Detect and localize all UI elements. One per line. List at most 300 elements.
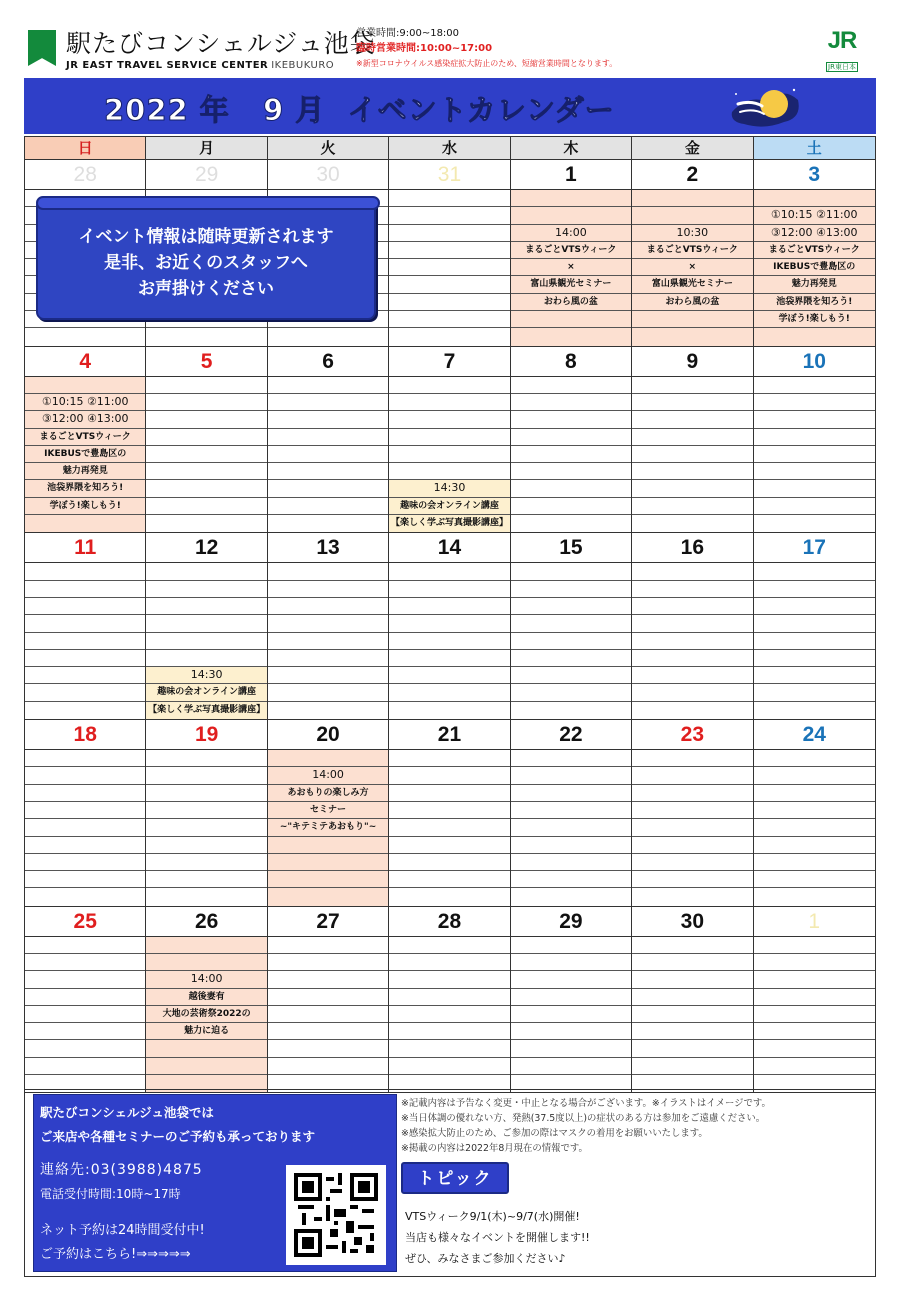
empty-line [511,207,631,224]
empty-line [389,276,509,293]
empty-line [511,702,631,719]
empty-line [389,888,509,905]
empty-line [268,750,388,767]
empty-line [389,819,509,836]
empty-line [389,684,509,701]
empty-line [389,954,509,971]
day-number: 29 [511,907,631,937]
empty-line [511,989,631,1006]
empty-line [632,328,752,345]
empty-line [146,871,266,888]
empty-line [632,785,752,802]
empty-line [632,498,752,515]
day-cell [632,720,753,906]
empty-line [632,446,752,463]
empty-line [268,498,388,515]
empty-line [511,411,631,428]
empty-line [511,311,631,328]
empty-line [268,888,388,905]
weekday-sun: 日 [25,137,146,159]
event-line: 魅力再発見 [25,463,145,480]
header [24,22,876,78]
empty-line [754,971,875,988]
empty-line [146,615,266,632]
empty-line [25,633,145,650]
empty-line [511,650,631,667]
empty-line [632,954,752,971]
empty-line [511,767,631,784]
empty-line [268,667,388,684]
empty-line [754,498,875,515]
empty-line [511,819,631,836]
empty-line [511,1023,631,1040]
calendar-week [25,907,875,1094]
empty-line [632,1058,752,1075]
empty-line [146,598,266,615]
empty-line [511,802,631,819]
notice-scroll-top [36,196,380,210]
event-line: ①10:15 ②11:00 [25,394,145,411]
note-line: ※感染拡大防止のため、ご参加の際はマスクの着用をお願いいたします。 [401,1128,708,1139]
topic-line-3: ぜひ、みなさまご参加ください♪ [405,1252,566,1265]
empty-line [754,750,875,767]
event-line: IKEBUSで豊島区の [25,446,145,463]
empty-line [754,684,875,701]
empty-line [754,837,875,854]
day-cell [146,720,267,906]
empty-line [268,650,388,667]
empty-line [389,377,509,394]
day-cell [511,907,632,1093]
empty-line [632,480,752,497]
day-number: 31 [389,160,509,190]
empty-line [268,971,388,988]
weekday-thu: 木 [511,137,632,159]
hours-note: ※新型コロナウイルス感染症拡大防止のため、短縮営業時間となります。 [356,59,618,68]
day-number: 20 [268,720,388,750]
day-number: 17 [754,533,875,563]
event-line: 学ぼう!楽しもう! [754,311,875,328]
empty-line [25,702,145,719]
empty-line [389,1058,509,1075]
empty-line [25,802,145,819]
empty-line [389,294,509,311]
empty-line [632,394,752,411]
empty-line [146,750,266,767]
empty-line [754,581,875,598]
day-number: 1 [511,160,631,190]
day-number: 2 [632,160,752,190]
event-line: 魅力再発見 [754,276,875,293]
empty-line [511,429,631,446]
day-cell [389,347,510,533]
event-line: まるごとVTSウィーク [754,242,875,259]
day-number: 13 [268,533,388,563]
topic-line-2: 当店も様々なイベントを開催します!! [405,1231,590,1244]
empty-line [754,446,875,463]
note-line: ※掲載の内容は2022年8月現在の情報です。 [401,1143,588,1154]
event-line: ~"キテミテあおもり"~ [268,819,388,836]
day-cell [754,907,875,1093]
day-number: 29 [146,160,266,190]
day-number: 11 [25,533,145,563]
day-number: 14 [389,533,509,563]
day-number: 26 [146,907,266,937]
empty-line [268,954,388,971]
event-line: 趣味の会オンライン講座 [146,684,266,701]
day-cell [754,533,875,719]
event-line: おわら風の盆 [632,294,752,311]
empty-line [268,871,388,888]
notice-line-3: お声掛けください [138,279,274,299]
empty-line [511,480,631,497]
empty-line [511,563,631,580]
empty-line [754,989,875,1006]
normal-hours: 営業時間:9:00~18:00 [356,28,460,39]
brand-name-english-sub: IKEBUKURO [271,60,335,71]
empty-line [389,767,509,784]
day-cell [25,533,146,719]
empty-line [268,394,388,411]
empty-line [754,190,875,207]
empty-line [25,650,145,667]
day-cell [511,533,632,719]
day-number: 24 [754,720,875,750]
empty-line [754,615,875,632]
event-line: 大地の芸術祭2022の [146,1006,266,1023]
event-line: セミナー [268,802,388,819]
day-cell [511,720,632,906]
empty-line [25,989,145,1006]
topic-badge: トピック [401,1162,509,1194]
empty-line [511,615,631,632]
day-number: 10 [754,347,875,377]
day-cell [511,347,632,533]
day-cell [632,533,753,719]
empty-line [146,954,266,971]
empty-line [389,328,509,345]
brand-logo-mark [28,30,56,66]
empty-line [25,328,145,345]
empty-line [268,328,388,345]
calendar-week [25,533,875,720]
empty-line [389,650,509,667]
empty-line [25,750,145,767]
empty-line [268,563,388,580]
empty-line [146,802,266,819]
empty-line [389,311,509,328]
empty-line [389,750,509,767]
empty-line [511,498,631,515]
day-number: 6 [268,347,388,377]
day-number: 12 [146,533,266,563]
empty-line [754,888,875,905]
event-line: 魅力に迫る [146,1023,266,1040]
empty-line [632,311,752,328]
empty-line [754,785,875,802]
empty-line [389,989,509,1006]
empty-line [754,1040,875,1057]
empty-line [25,563,145,580]
day-cell [146,907,267,1093]
empty-line [754,854,875,871]
day-cell [268,533,389,719]
day-number: 30 [632,907,752,937]
empty-line [511,1040,631,1057]
day-number: 18 [25,720,145,750]
day-number: 1 [754,907,875,937]
empty-line [754,411,875,428]
day-number: 27 [268,907,388,937]
empty-line [268,1006,388,1023]
empty-line [632,411,752,428]
day-cell [632,347,753,533]
day-number: 16 [632,533,752,563]
empty-line [25,581,145,598]
day-number: 25 [25,907,145,937]
empty-line [146,854,266,871]
weekday-fri: 金 [632,137,753,159]
online-booking-note: ネット予約は24時間受付中! [40,1223,205,1238]
event-line: 越後妻有 [146,989,266,1006]
day-number: 3 [754,160,875,190]
weekday-sat: 土 [754,137,875,159]
day-cell [25,720,146,906]
empty-line [754,871,875,888]
empty-line [511,854,631,871]
empty-line [389,785,509,802]
empty-line [389,615,509,632]
notice-line-2: 是非、お近くのスタッフへ [104,253,308,273]
event-line: まるごとVTSウィーク [511,242,631,259]
day-number: 28 [389,907,509,937]
empty-line [389,190,509,207]
topic-text [405,1206,590,1269]
empty-line [268,702,388,719]
day-cell [754,160,875,346]
booking-link[interactable]: ご予約はこちら!⇒⇒⇒⇒⇒ [40,1247,191,1262]
day-cell [389,533,510,719]
empty-line [389,837,509,854]
empty-line [632,750,752,767]
temporary-hours: 臨時営業時間:10:00~17:00 [356,43,493,54]
empty-line [511,190,631,207]
day-cell [25,347,146,533]
empty-line [511,785,631,802]
event-line: ①10:15 ②11:00 [754,207,875,224]
empty-line [25,1023,145,1040]
empty-line [632,684,752,701]
empty-line [389,446,509,463]
empty-line [25,615,145,632]
empty-line [754,937,875,954]
day-number: 9 [632,347,752,377]
empty-line [511,937,631,954]
empty-line [146,394,266,411]
day-number: 8 [511,347,631,377]
empty-line [632,971,752,988]
phone-number[interactable]: 連絡先:03(3988)4875 [40,1162,203,1178]
event-line: × [632,259,752,276]
empty-line [146,888,266,905]
empty-line [389,1023,509,1040]
event-line: × [511,259,631,276]
booking-panel [33,1094,397,1272]
day-cell [146,347,267,533]
day-cell [632,160,753,346]
day-number: 5 [146,347,266,377]
empty-line [268,429,388,446]
empty-line [632,937,752,954]
empty-line [754,667,875,684]
empty-line [511,684,631,701]
empty-line [632,667,752,684]
event-line: 学ぼう!楽しもう! [25,498,145,515]
empty-line [754,1006,875,1023]
empty-line [511,633,631,650]
empty-line [632,819,752,836]
empty-line [389,463,509,480]
empty-line [146,1058,266,1075]
empty-line [25,854,145,871]
event-line: おわら風の盆 [511,294,631,311]
moon-illustration [728,82,802,130]
empty-line [754,1058,875,1075]
empty-line [146,819,266,836]
empty-line [632,190,752,207]
day-number: 23 [632,720,752,750]
calendar-week [25,720,875,907]
empty-line [268,1058,388,1075]
empty-line [632,702,752,719]
event-line: 池袋界隈を知ろう! [754,294,875,311]
empty-line [632,377,752,394]
qr-code[interactable] [286,1165,386,1265]
empty-line [754,515,875,532]
empty-line [146,563,266,580]
day-cell [389,720,510,906]
empty-line [511,837,631,854]
day-cell [268,347,389,533]
empty-line [511,581,631,598]
empty-line [632,837,752,854]
day-number: 19 [146,720,266,750]
empty-line [25,767,145,784]
event-line: 【楽しく学ぶ写真撮影講座】 [146,702,266,719]
empty-line [511,515,631,532]
empty-line [268,480,388,497]
empty-line [268,581,388,598]
brand-name-english-main: JR EAST TRAVEL SERVICE CENTER [66,60,269,71]
weekday-wed: 水 [389,137,510,159]
empty-line [754,650,875,667]
empty-line [389,225,509,242]
empty-line [754,429,875,446]
empty-line [511,750,631,767]
calendar-week [25,347,875,534]
empty-line [25,377,145,394]
empty-line [389,854,509,871]
weekday-header-row [25,136,875,160]
empty-line [25,888,145,905]
day-cell [268,907,389,1093]
empty-line [146,633,266,650]
event-line: 富山県観光セミナー [511,276,631,293]
empty-line [632,598,752,615]
empty-line [632,563,752,580]
empty-line [754,802,875,819]
empty-line [754,598,875,615]
empty-line [146,328,266,345]
empty-line [632,1040,752,1057]
empty-line [754,377,875,394]
day-cell [632,907,753,1093]
empty-line [389,598,509,615]
event-line: 14:30 [389,480,509,497]
empty-line [754,954,875,971]
empty-line [146,1040,266,1057]
day-cell [511,160,632,346]
event-line: 池袋界隈を知ろう! [25,480,145,497]
empty-line [25,515,145,532]
empty-line [146,498,266,515]
empty-line [389,242,509,259]
brand-name: 駅たびコンシェルジュ池袋 [66,29,376,58]
empty-line [389,633,509,650]
empty-line [511,463,631,480]
empty-line [389,871,509,888]
day-cell [146,533,267,719]
empty-line [146,581,266,598]
empty-line [146,937,266,954]
empty-line [389,411,509,428]
empty-line [25,667,145,684]
empty-line [146,411,266,428]
empty-line [268,1023,388,1040]
empty-line [632,802,752,819]
empty-line [389,971,509,988]
booking-title-1: 駅たびコンシェルジュ池袋では [40,1105,214,1120]
event-line: あおもりの楽しみ方 [268,785,388,802]
event-line: 14:30 [146,667,266,684]
booking-title-2: ご来店や各種セミナーのご予約も承っております [40,1129,316,1144]
empty-line [632,515,752,532]
day-cell [389,907,510,1093]
empty-line [511,598,631,615]
day-number: 15 [511,533,631,563]
day-cell [268,720,389,906]
empty-line [754,1023,875,1040]
note-line: ※記載内容は予告なく変更・中止となる場合がございます。※イラストはイメージです。 [401,1098,771,1109]
event-line: 14:00 [268,767,388,784]
empty-line [389,667,509,684]
jr-logo-letters: JR [827,27,857,54]
empty-line [511,328,631,345]
empty-line [389,394,509,411]
note-line: ※当日体調の優れない方、発熱(37.5度以上)の症状のある方は参加をご遠慮ください。 [401,1113,766,1124]
event-line: ③12:00 ④13:00 [754,225,875,242]
empty-line [25,684,145,701]
empty-line [268,937,388,954]
empty-line [754,394,875,411]
day-cell [754,720,875,906]
empty-line [389,702,509,719]
empty-line [25,598,145,615]
empty-line [146,429,266,446]
day-number: 30 [268,160,388,190]
empty-line [146,650,266,667]
empty-line [146,480,266,497]
